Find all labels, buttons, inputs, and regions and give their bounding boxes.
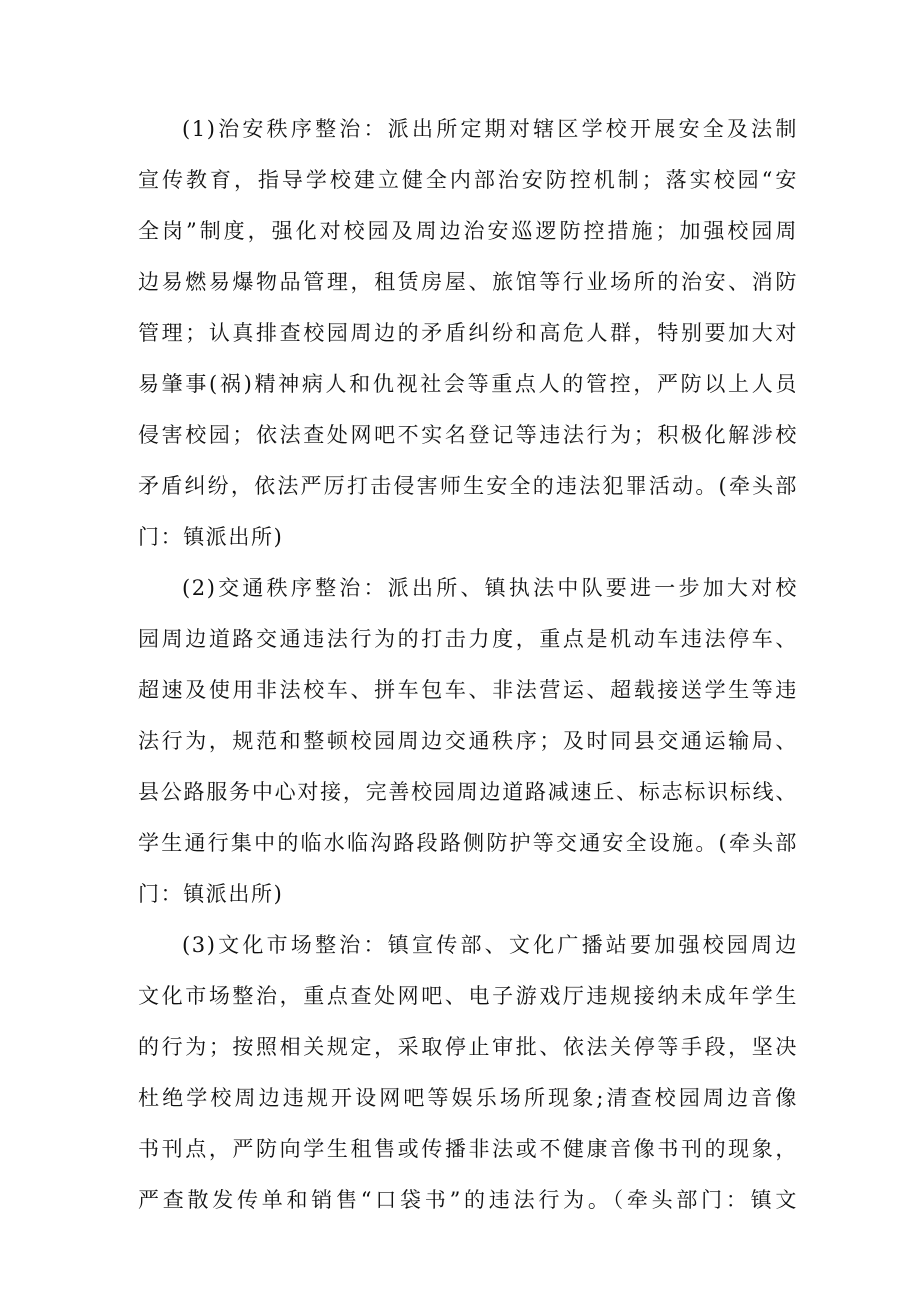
text-line: 严查散发传单和销售“口袋书”的违法行为。（牵头部门：镇文 [138,1188,798,1212]
paragraph-cultural-market [138,920,798,1226]
text-line: 边易燃易爆物品管理，租赁房屋、旅馆等行业场所的治安、消防 [138,270,798,294]
text-line: (1)治安秩序整治：派出所定期对辖区学校开展安全及法制 [182,117,798,141]
text-line: 易肇事(祸)精神病人和仇视社会等重点人的管控，严防以上人员 [138,372,798,396]
text-line: 门：镇派出所) [138,882,284,906]
text-line: 法行为，规范和整顿校园周边交通秩序；及时同县交通运输局、 [138,729,798,753]
text-line: 的行为；按照相关规定，采取停止审批、依法关停等手段，坚决 [138,1035,798,1059]
paragraph-traffic-order [138,563,798,920]
text-line: (2)交通秩序整治：派出所、镇执法中队要进一步加大对校 [182,576,798,600]
text-line: 门：镇派出所) [138,525,284,549]
text-line: 文化市场整治，重点查处网吧、电子游戏厅违规接纳未成年学生 [138,984,798,1008]
text-line: 园周边道路交通违法行为的打击力度，重点是机动车违法停车、 [138,627,798,651]
text-line: 宣传教育，指导学校建立健全内部治安防控机制；落实校园“安 [138,168,798,192]
text-line: 杜绝学校周边违规开设网吧等娱乐场所现象;清查校园周边音像 [138,1086,798,1110]
text-line: 全岗”制度，强化对校园及周边治安巡逻防控措施；加强校园周 [138,219,798,243]
text-line: 超速及使用非法校车、拼车包车、非法营运、超载接送学生等违 [138,678,798,702]
text-line: 学生通行集中的临水临沟路段路侧防护等交通安全设施。(牵头部 [138,831,798,855]
text-line: (3)文化市场整治：镇宣传部、文化广播站要加强校园周边 [182,933,798,957]
text-line: 县公路服务中心对接，完善校园周边道路减速丘、标志标识标线、 [138,780,798,804]
text-line: 书刊点，严防向学生租售或传播非法或不健康音像书刊的现象， [138,1137,798,1161]
text-line: 管理；认真排查校园周边的矛盾纠纷和高危人群，特别要加大对 [138,321,798,345]
paragraph-public-security [138,104,798,563]
document-body [138,104,798,1226]
text-line: 侵害校园；依法查处网吧不实名登记等违法行为；积极化解涉校 [138,423,798,447]
text-line: 矛盾纠纷，依法严厉打击侵害师生安全的违法犯罪活动。(牵头部 [138,474,798,498]
